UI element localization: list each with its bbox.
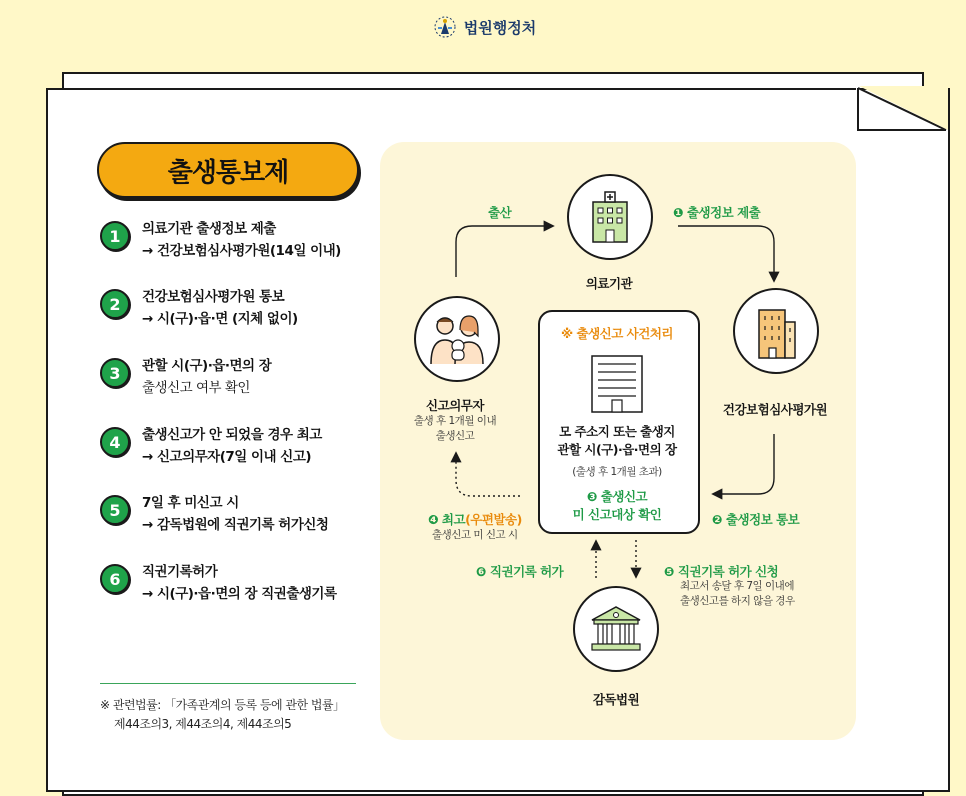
step-6 (100, 561, 390, 605)
edge-5-sub-2: 출생신고를 하지 않을 경우 (680, 595, 795, 607)
step-number: 5 (100, 495, 130, 525)
hospital-icon (581, 188, 639, 246)
step-3 (100, 355, 390, 399)
courthouse-icon (588, 604, 644, 654)
law-line-1: ※ 관련법률: 「가족관계의 등록 등에 관한 법률」 (100, 698, 345, 712)
step-5 (100, 492, 390, 536)
office-building-icon (747, 300, 805, 362)
edge-5: ❺ 직권기록 허가 신청 (664, 564, 779, 579)
edge-5-sub (680, 579, 795, 609)
hira-label: 건강보험심사평가원 (722, 402, 828, 417)
reporter-node (414, 296, 500, 382)
step-title: 의료기관 출생정보 제출 (142, 221, 276, 237)
edge-birth: 출산 (488, 205, 512, 220)
law-reference (100, 696, 345, 734)
edge-5-sub-1: 최고서 송달 후 7일 이내에 (680, 580, 794, 592)
processing-authority (538, 423, 696, 459)
law-line-2: 제44조의3, 제44조의4, 제44조의5 (114, 717, 292, 731)
logo (430, 14, 536, 40)
step-detail: → 시(구)·읍·면의 장 직권출생기록 (142, 586, 337, 602)
step-detail: → 신고의무자(7일 이내 신고) (142, 449, 312, 465)
step-title: 직권기록허가 (142, 564, 218, 580)
step-number: 2 (100, 289, 130, 319)
org-name: 법원행정처 (463, 18, 537, 37)
step-title: 건강보험심사평가원 통보 (142, 289, 285, 305)
check-line-1: ❸ 출생신고 (586, 489, 648, 504)
reporter-sub-2: 출생신고 (435, 430, 475, 442)
step-2 (100, 286, 390, 330)
step-number: 6 (100, 564, 130, 594)
step-1 (100, 218, 390, 262)
step-detail: 출생신고 여부 확인 (142, 380, 250, 396)
processing-line-1: 모 주소지 또는 출생지 (559, 424, 675, 439)
processing-note: (출생 후 1개월 초과) (572, 466, 662, 478)
family-icon (425, 310, 489, 368)
apartment-building-icon (586, 352, 648, 414)
reporter-sub (395, 414, 515, 444)
check-line-2: 미 신고대상 확인 (572, 507, 662, 522)
step-title: 7일 후 미신고 시 (142, 495, 239, 511)
edge-4-label: ❹ 최고 (428, 512, 466, 527)
step-number: 1 (100, 221, 130, 251)
header (0, 14, 966, 44)
hira-node (733, 288, 819, 374)
processing-line-2: 관할 시(구)·읍·면의 장 (557, 442, 677, 457)
page-title: 출생통보제 (97, 142, 359, 198)
edge-4-sub: 출생신고 미 신고 시 (432, 529, 518, 541)
step-detail: → 시(구)·읍·면 (지체 없이) (142, 311, 298, 327)
step-number: 3 (100, 358, 130, 388)
reporter-sub-1: 출생 후 1개월 이내 (413, 415, 497, 427)
reporter-label: 신고의무자 (426, 398, 484, 413)
hospital-label: 의료기관 (585, 276, 633, 291)
divider (100, 683, 356, 684)
edge-4 (428, 510, 522, 528)
folded-corner-icon (856, 86, 948, 134)
step-detail: → 감독법원에 직권기록 허가신청 (142, 517, 329, 533)
step-title: 관할 시(구)·읍·면의 장 (142, 358, 272, 374)
court-label: 감독법원 (592, 692, 640, 707)
step-number: 4 (100, 427, 130, 457)
hospital-node (567, 174, 653, 260)
edge-4-paren: (우편발송) (465, 512, 522, 527)
edge-2: ❷ 출생정보 통보 (712, 512, 800, 527)
step-4 (100, 424, 390, 468)
edge-1: ❶ 출생정보 제출 (673, 205, 761, 220)
step-detail: → 건강보험심사평가원(14일 이내) (142, 243, 341, 259)
step-title: 출생신고가 안 되었을 경우 최고 (142, 427, 322, 443)
processing-head: ※ 출생신고 사건처리 (561, 326, 673, 341)
court-node (573, 586, 659, 672)
edge-6: ❻ 직권기록 허가 (476, 564, 564, 579)
court-seal-icon (430, 14, 460, 40)
step3-check (538, 488, 696, 524)
